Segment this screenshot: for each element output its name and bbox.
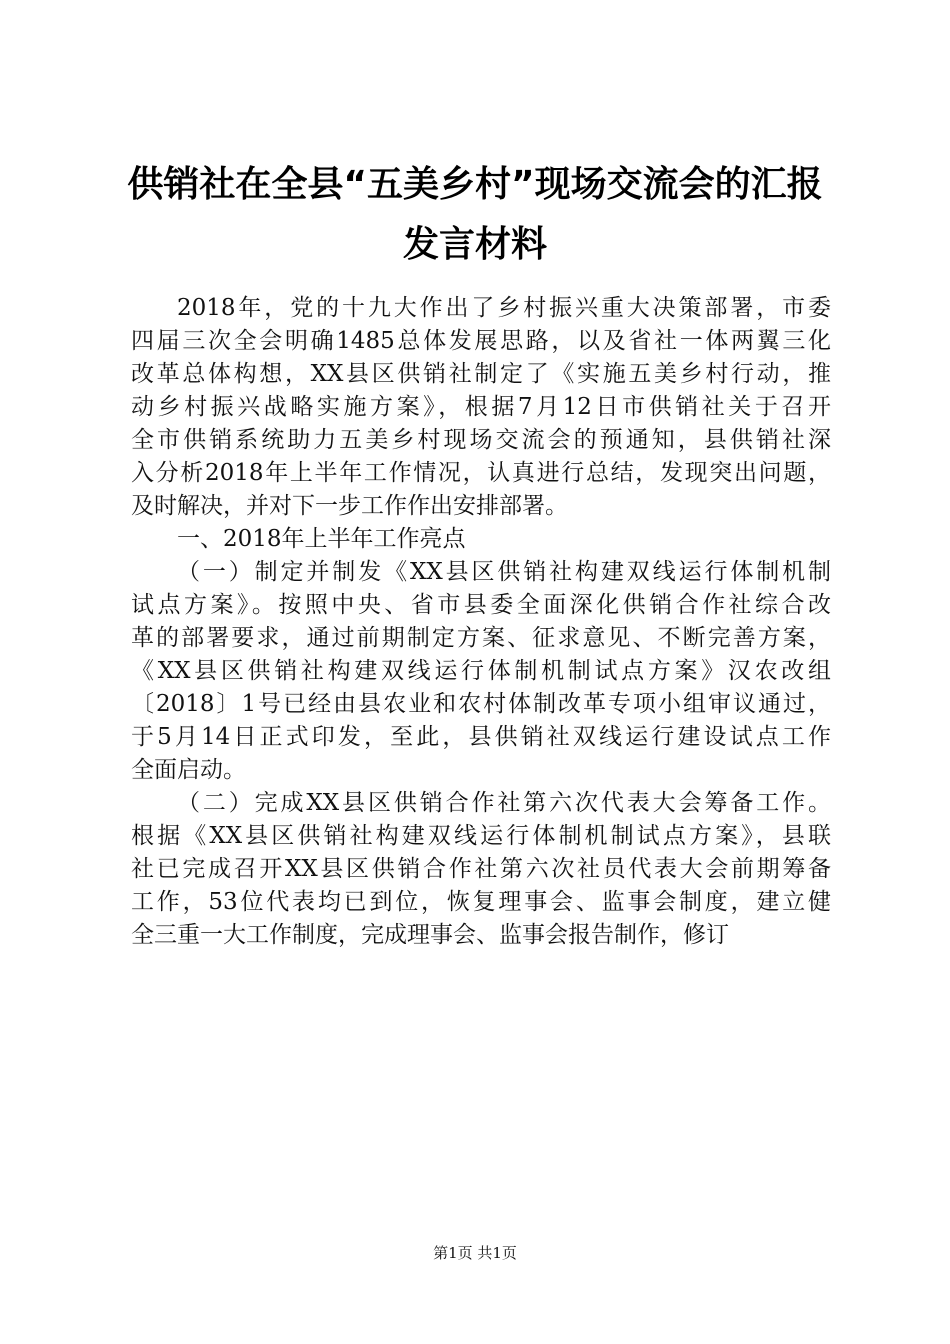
section-heading: 一、2018年上半年工作亮点 (177, 526, 466, 552)
body-line: 全面启动。 (131, 757, 246, 783)
body-line: 革的部署要求，通过前期制定方案、征求意见、不断完善方案， (131, 625, 831, 651)
body-line: 〔2018〕1号已经由县农业和农村体制改革专项小组审议通过， (131, 691, 831, 717)
body-line: 全三重一大工作制度，完成理事会、监事会报告制作，修订 (131, 922, 729, 948)
document-title-line-2: 发言材料 (402, 224, 547, 265)
body-line: 及时解决，并对下一步工作作出安排部署。 (131, 493, 568, 519)
body-line: 社已完成召开XX县区供销合作社第六次社员代表大会前期筹备 (131, 856, 831, 882)
body-line: （一）制定并制发《XX县区供销社构建双线运行体制机制 (177, 559, 831, 585)
body-line: 全市供销系统助力五美乡村现场交流会的预通知，县供销社深 (131, 427, 831, 453)
body-line: 四届三次全会明确1485总体发展思路，以及省社一体两翼三化 (131, 328, 831, 354)
body-line: （二）完成XX县区供销合作社第六次代表大会筹备工作。 (177, 790, 831, 816)
body-line: 《XX县区供销社构建双线运行体制机制试点方案》汉农改组 (131, 658, 831, 684)
body-line: 动乡村振兴战略实施方案》，根据7月12日市供销社关于召开 (131, 394, 831, 420)
document-title-line-1: 供销社在全县“五美乡村”现场交流会的汇报 (127, 164, 823, 205)
body-line: 改革总体构想，XX县区供销社制定了《实施五美乡村行动，推 (131, 361, 831, 387)
page-footer: 第1页 共1页 (433, 1244, 517, 1262)
body-line: 根据《XX县区供销社构建双线运行体制机制试点方案》，县联 (131, 823, 831, 849)
body-line: 工作，53位代表均已到位，恢复理事会、监事会制度，建立健 (131, 889, 831, 915)
body-line: 试点方案》。按照中央、省市县委全面深化供销合作社综合改 (131, 592, 831, 618)
body-line: 入分析2018年上半年工作情况，认真进行总结，发现突出问题， (131, 460, 831, 486)
body-line: 于5月14日正式印发，至此，县供销社双线运行建设试点工作 (131, 724, 831, 750)
body-line: 2018年，党的十九大作出了乡村振兴重大决策部署，市委 (177, 295, 831, 321)
document-body (131, 292, 831, 952)
